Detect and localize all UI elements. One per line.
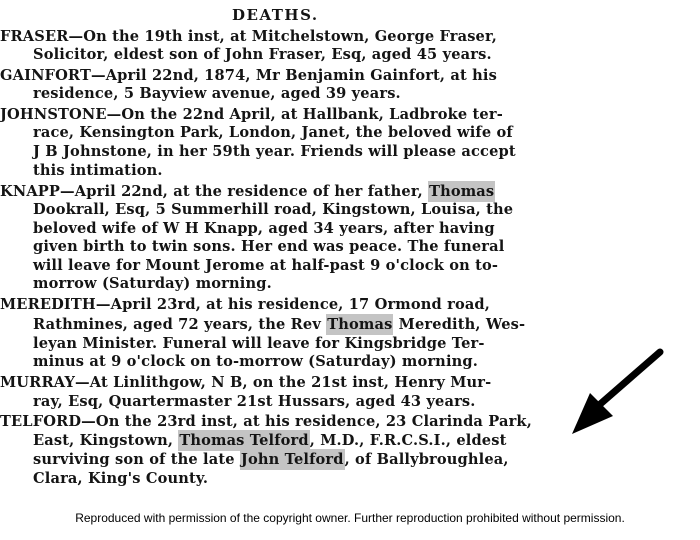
copyright-notice: Reproduced with permission of the copyright owner. Further reproduction prohibited without permission. bbox=[75, 511, 625, 525]
pointer-arrow-icon bbox=[568, 348, 668, 440]
notice-line bbox=[33, 451, 509, 469]
highlighted-name: Thomas bbox=[327, 316, 393, 333]
notice-line: FRASER—On the 19th inst, at Mitchelstown, George Fraser, bbox=[0, 28, 497, 45]
notice-line: ray, Esq, Quartermaster 21st Hussars, aged 43 years. bbox=[33, 393, 476, 410]
line-text: , M.D., F.R.C.S.I., eldest bbox=[309, 432, 507, 449]
notice-line: this intimation. bbox=[33, 162, 163, 179]
notice-line: JOHNSTONE—On the 22nd April, at Hallbank, Ladbroke ter- bbox=[0, 106, 503, 123]
deaths-heading: DEATHS. bbox=[232, 6, 319, 24]
notice-line: Dookrall, Esq, 5 Summerhill road, Kingstown, Louisa, the bbox=[33, 201, 514, 218]
notice-line: given birth to twin sons. Her end was peace. The funeral bbox=[33, 238, 505, 255]
notice-line: GAINFORT—April 22nd, 1874, Mr Benjamin Gainfort, at his bbox=[0, 67, 497, 84]
notice-line: TELFORD—On the 23rd inst, at his residence, 23 Clarinda Park, bbox=[0, 413, 532, 430]
notice-line: will leave for Mount Jerome at half-past 9 o'clock on to- bbox=[33, 257, 499, 274]
notice-line: Solicitor, eldest son of John Fraser, Esq, aged 45 years. bbox=[33, 46, 492, 63]
notice-line bbox=[0, 183, 495, 201]
notice-line: MURRAY—At Linlithgow, N B, on the 21st inst, Henry Mur- bbox=[0, 374, 492, 391]
line-text: KNAPP—April 22nd, at the residence of her father, bbox=[0, 183, 429, 200]
notice-line: race, Kensington Park, London, Janet, the beloved wife of bbox=[33, 124, 513, 141]
line-text: Meredith, Wes- bbox=[393, 316, 526, 333]
notice-line: MEREDITH—April 23rd, at his residence, 17 Ormond road, bbox=[0, 296, 491, 313]
line-text: East, Kingstown, bbox=[33, 432, 179, 449]
notice-line: minus at 9 o'clock on to-morrow (Saturday) morning. bbox=[33, 353, 478, 370]
highlighted-name: Thomas bbox=[429, 183, 495, 200]
notice-line: beloved wife of W H Knapp, aged 34 years, after having bbox=[33, 220, 495, 237]
highlighted-name: John Telford bbox=[240, 451, 344, 468]
notice-line bbox=[33, 316, 525, 334]
highlighted-name: Thomas Telford bbox=[179, 432, 309, 449]
line-text: surviving son of the late bbox=[33, 451, 240, 468]
line-text: Rathmines, aged 72 years, the Rev bbox=[33, 316, 327, 333]
notice-line: morrow (Saturday) morning. bbox=[33, 275, 272, 292]
notice-line: Clara, King's County. bbox=[33, 470, 209, 487]
notice-line: J B Johnstone, in her 59th year. Friends will please accept bbox=[33, 143, 516, 160]
notice-line: leyan Minister. Funeral will leave for Kingsbridge Ter- bbox=[33, 335, 485, 352]
notice-line bbox=[33, 432, 507, 450]
line-text: , of Ballybroughlea, bbox=[344, 451, 509, 468]
notice-line: residence, 5 Bayview avenue, aged 39 years. bbox=[33, 85, 401, 102]
